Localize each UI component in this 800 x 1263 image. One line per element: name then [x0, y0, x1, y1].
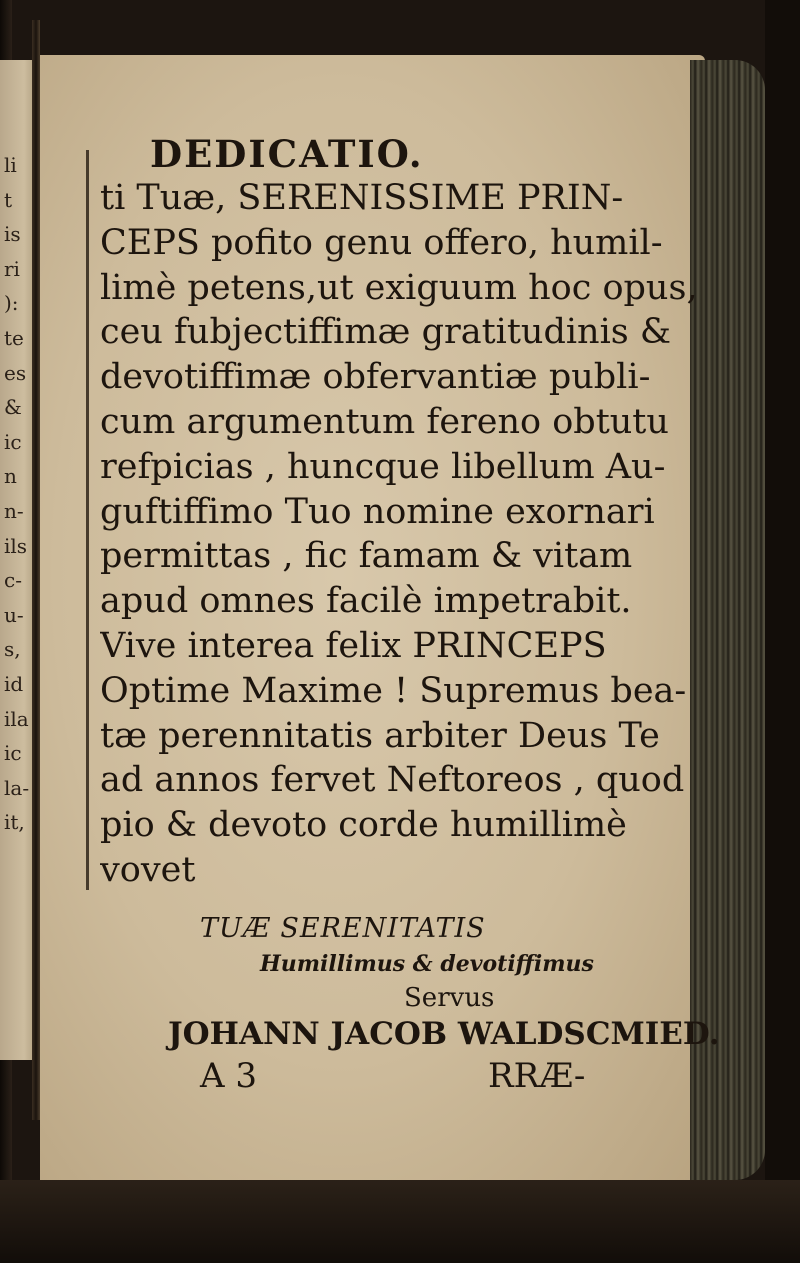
text-line: apud omnes facilè impetrabit.: [100, 581, 632, 622]
text-line: devotiffimæ obfervantiæ publi-: [100, 357, 651, 398]
left-fragment: ila: [4, 706, 29, 731]
signature-servus: Servus: [404, 983, 495, 1013]
left-fragment: c-: [4, 568, 22, 593]
signature-humility: Humillimus & devotiffimus: [260, 951, 594, 977]
dedication-body: [100, 176, 700, 893]
text-line: permittas , fic famam & vitam: [100, 536, 633, 577]
left-fragment: &: [4, 395, 22, 420]
left-fragment: la-: [4, 775, 30, 800]
left-fragment: is: [4, 222, 21, 247]
left-fragment: ):: [4, 291, 19, 316]
left-fragment: t: [4, 187, 13, 212]
text-line: vovet: [100, 849, 196, 890]
left-fragment: id: [4, 671, 24, 696]
page-footer: [200, 1056, 680, 1100]
text-line: tæ perennitatis arbiter Deus Te: [100, 715, 660, 756]
text-line: ceu fubjectiffimæ gratitudinis &: [100, 312, 672, 353]
left-fragment: n-: [4, 498, 24, 523]
left-fragment: ic: [4, 741, 22, 766]
text-line: refpicias , huncque libellum Au-: [100, 446, 666, 487]
left-fragment: ic: [4, 429, 22, 454]
signature-address: TUÆ SERENITATIS: [200, 913, 486, 944]
text-line: guftiffimo Tuo nomine exornari: [100, 491, 655, 532]
signature-name: JOHANN JACOB WALDSCMIED.: [168, 1016, 720, 1052]
left-fragment: u-: [4, 602, 24, 627]
catchword: RRÆ-: [488, 1056, 586, 1096]
text-line: Vive interea felix PRINCEPS: [100, 625, 607, 666]
signature-mark: A 3: [200, 1056, 257, 1096]
page-heading: DEDICATIO.: [150, 132, 424, 176]
text-line: Optime Maxime ! Supremus bea-: [100, 670, 687, 711]
text-line: cum argumentum fereno obtutu: [100, 401, 669, 442]
left-fragment: te: [4, 325, 24, 350]
left-fragment: it,: [4, 810, 25, 835]
text-line: limè petens,ut exiguum hoc opus,: [100, 267, 698, 308]
left-fragment: n: [4, 464, 17, 489]
left-fragment: ils: [4, 533, 28, 558]
left-fragment: li: [4, 153, 17, 177]
left-fragment: es: [4, 360, 27, 385]
left-fragment: s,: [4, 637, 21, 662]
left-fragment: ri: [4, 256, 20, 281]
text-line: ti Tuæ, SERENISSIME PRIN-: [100, 178, 624, 218]
text-line: pio & devoto corde humillimè: [100, 805, 627, 846]
text-line: ad annos fervet Neftoreos , quod: [100, 760, 685, 801]
text-line: CEPS pofito genu offero, humil-: [100, 222, 663, 263]
